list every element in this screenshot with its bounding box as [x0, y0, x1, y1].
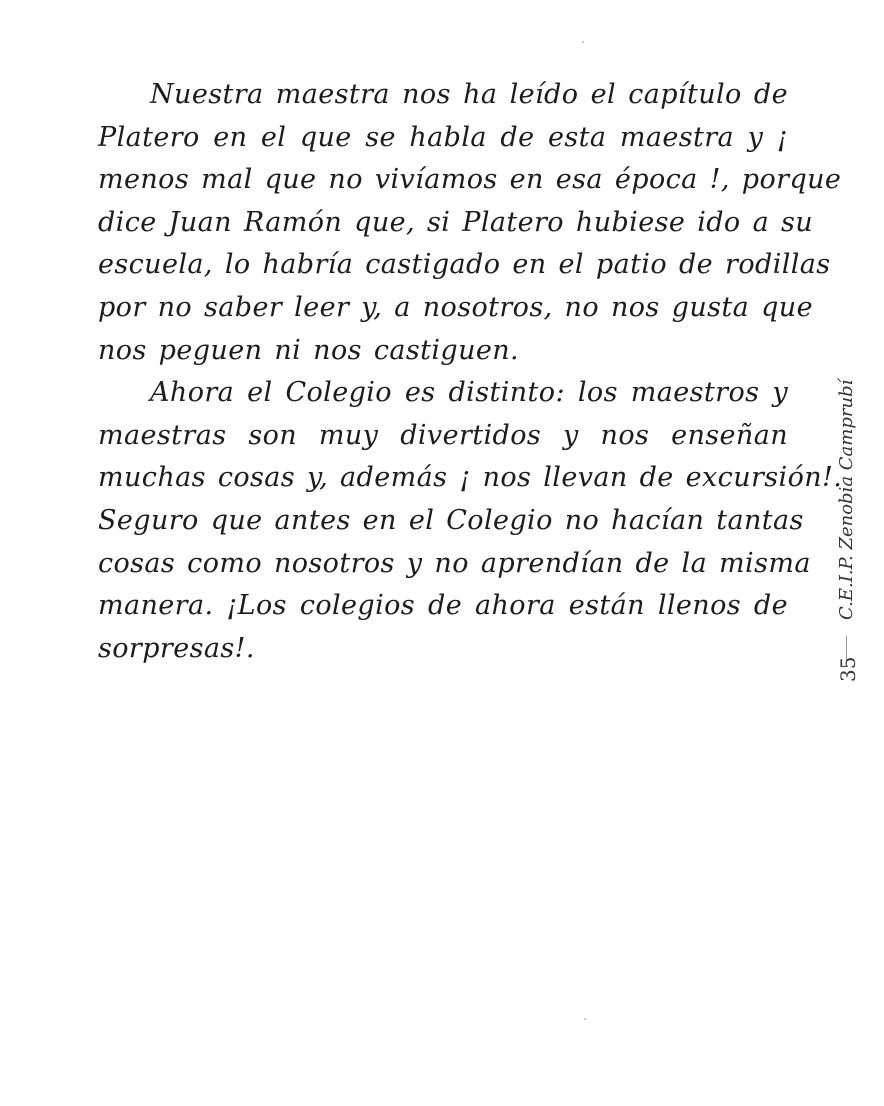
paragraph-1-line-4: dice Juan Ramón que, si Platero hubiese ido a su [98, 206, 814, 238]
paragraph-1-line-5: escuela, lo habría castigado en el patio de rodillas [98, 249, 831, 281]
paragraph-1-line-1: Nuestra maestra nos ha leído el capítulo de [150, 79, 788, 110]
paragraph-1-line-6: por no saber leer y, a nosotros, no nos gusta que [98, 291, 813, 323]
paragraph-2-line-3: muchas cosas y, además ¡ nos llevan de excursión!. [98, 462, 843, 494]
paragraph-2-line-1: Ahora el Colegio es distinto: los maestros y [150, 377, 788, 409]
paragraph-2-line-6: manera. ¡Los colegios de ahora están llenos de [98, 590, 788, 622]
page-number: 35 [836, 656, 860, 682]
scan-speck [582, 41, 584, 43]
paragraph-2-line-5: cosas como nosotros y no aprendían de la misma [98, 547, 811, 579]
paragraph-2-line-7: sorpresas!. [98, 632, 255, 664]
paragraph-2-line-4: Seguro que antes en el Colegio no hacían tantas [98, 504, 804, 536]
side-margin [826, 379, 870, 700]
paragraph-1-line-7: nos peguen ni nos castiguen. [98, 334, 520, 366]
paragraph-2-line-2: maestras son muy divertidos y nos enseñan [98, 419, 788, 451]
school-name: C.E.I.P. Zenobia Camprubí [836, 379, 857, 620]
handwritten-text [98, 74, 843, 670]
paragraph-1-line-3: menos mal que no vivíamos en esa época !, porque [98, 164, 842, 196]
paragraph-1-line-2: Platero en el que se habla de esta maestra y ¡ [98, 121, 788, 153]
scan-speck [584, 1018, 586, 1020]
